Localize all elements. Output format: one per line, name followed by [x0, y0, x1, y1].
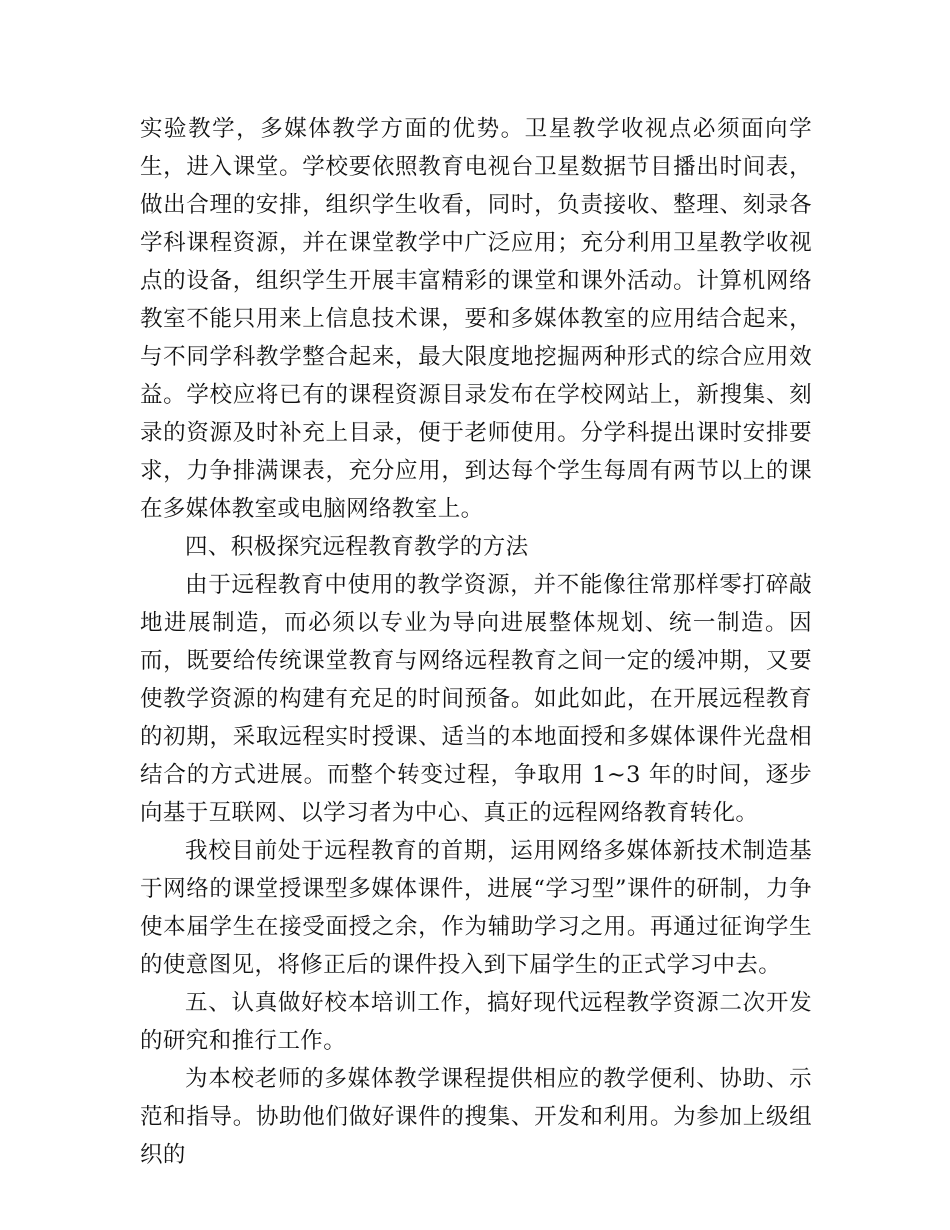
document-body — [140, 110, 812, 1174]
paragraph: 由于远程教育中使用的教学资源，并不能像往常那样零打碎敲地进展制造，而必须以专业为导向进展整体规划、统一制造。因而，既要给传统课堂教育与网络远程教育之间一定的缓冲期，又要使教学资源的构建有充足的时间预备。如此如此，在开展远程教育的初期，采取远程实时授课、适当的本地面授和多媒体课件光盘相结合的方式进展。而整个转变过程，争取用 1~3 年的时间，逐步向基于互联网、以学习者为中心、真正的远程网络教育转化。 — [140, 572, 812, 826]
paragraph: 为本校老师的多媒体教学课程提供相应的教学便利、协助、示范和指导。协助他们做好课件的搜集、开发和利用。为参加上级组织的 — [140, 1066, 812, 1168]
section-heading-five: 五、认真做好校本培训工作，搞好现代远程教学资源二次开发的研究和推行工作。 — [140, 990, 812, 1054]
section-heading-four: 四、积极探究远程教育教学的方法 — [185, 534, 529, 560]
paragraph-continued: 实验教学，多媒体教学方面的优势。卫星教学收视点必须面向学生，进入课堂。学校要依照教育电视台卫星数据节目播出时间表，做出合理的安排，组织学生收看，同时，负责接收、整理、刻录各学科课程资源，并在课堂教学中广泛应用；充分利用卫星教学收视点的设备，组织学生开展丰富精彩的课堂和课外活动。计算机网络教室不能只用来上信息技术课，要和多媒体教室的应用结合起来，与不同学科教学整合起来，最大限度地挖掘两种形式的综合应用效益。学校应将已有的课程资源目录发布在学校网站上，新搜集、刻录的资源及时补充上目录，便于老师使用。分学科提出课时安排要求，力争排满课表，充分应用，到达每个学生每周有两节以上的课在多媒体教室或电脑网络教室上。 — [140, 116, 812, 522]
paragraph: 我校目前处于远程教育的首期，运用网络多媒体新技术制造基于网络的课堂授课型多媒体课件，进展“学习型”课件的研制，力争使本届学生在接受面授之余，作为辅助学习之用。再通过征询学生的使意图见，将修正后的课件投入到下届学生的正式学习中去。 — [140, 838, 812, 978]
